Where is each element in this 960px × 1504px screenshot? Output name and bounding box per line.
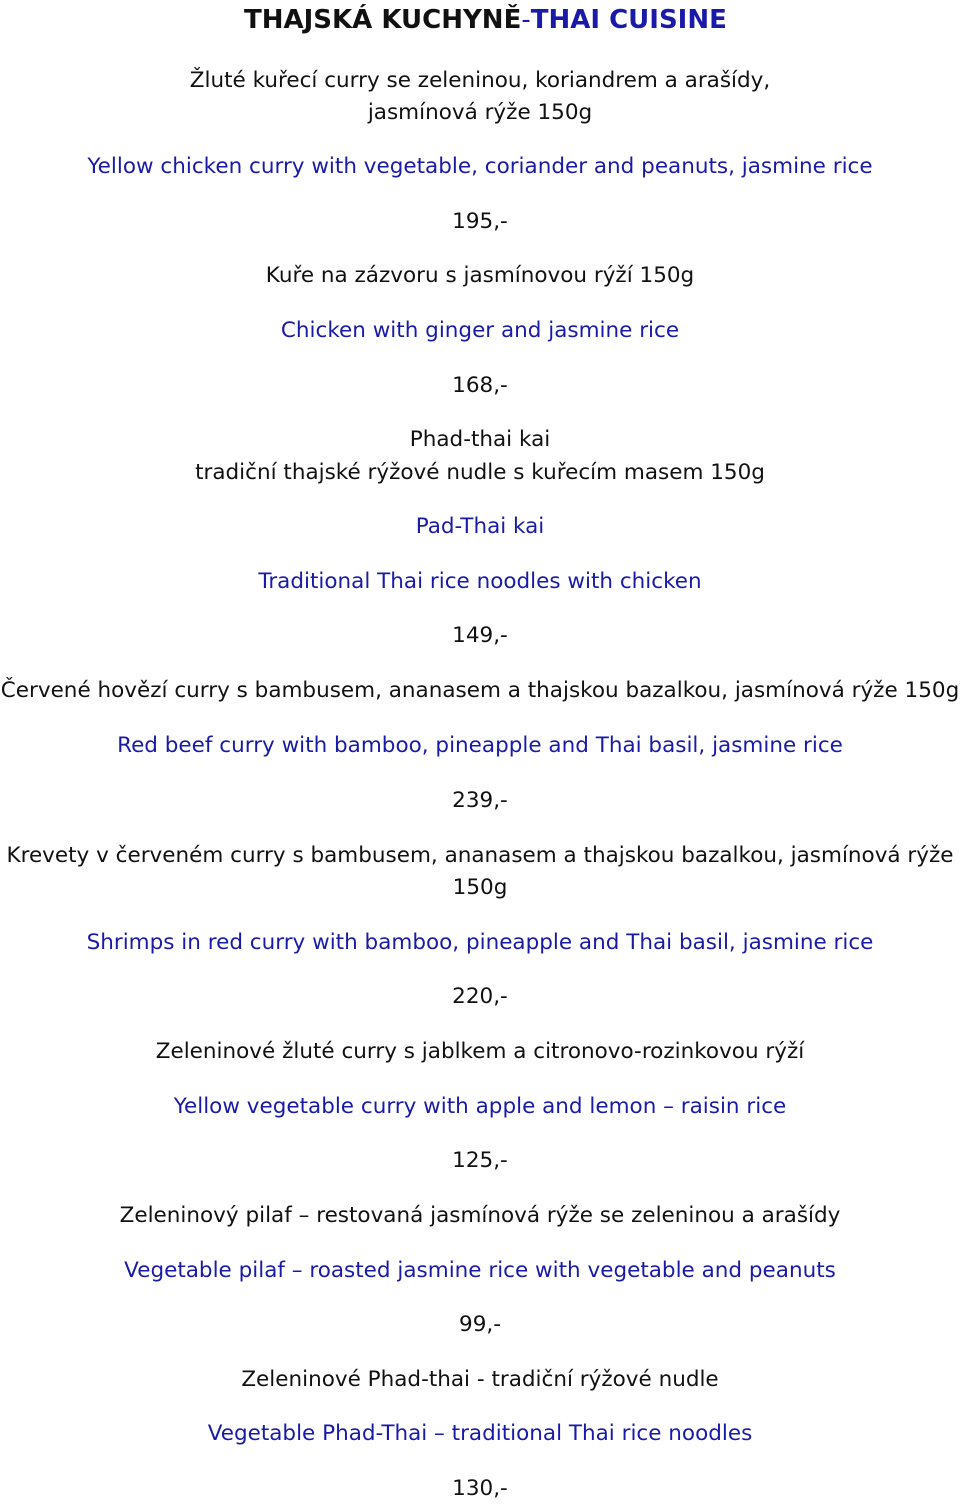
dish-1-czech-line-1: Žluté kuřecí curry se zeleninou, koriandrem a arašídy,: [189, 68, 771, 93]
dish-6-english: Yellow vegetable curry with apple and lemon – raisin rice: [173, 1094, 787, 1119]
dish-4-english: Red beef curry with bamboo, pineapple and Thai basil, jasmine rice: [117, 733, 843, 758]
dish-3-english-line-2: Traditional Thai rice noodles with chicken: [258, 569, 702, 594]
dish-5-czech-line-1: Krevety v červeném curry s bambusem, ananasem a thajskou bazalkou, jasmínová rýže: [6, 843, 954, 868]
dish-3-czech-line-1: Phad-thai kai: [409, 427, 551, 452]
dish-8-english: Vegetable Phad-Thai – traditional Thai rice noodles: [207, 1421, 753, 1446]
menu-title: [244, 3, 727, 37]
dish-5-czech-line-2: 150g: [452, 875, 508, 900]
dish-5-price: 220,-: [452, 984, 508, 1009]
dish-1-price: 195,-: [452, 209, 508, 234]
dish-4-price: 239,-: [452, 788, 508, 813]
dish-2-price: 168,-: [452, 373, 508, 398]
dish-1-czech-line-2: jasmínová rýže 150g: [367, 100, 593, 125]
menu-title-czech: THAJSKÁ KUCHYNĚ: [244, 5, 522, 35]
dish-8-czech: Zeleninové Phad-thai - tradiční rýžové nudle: [241, 1367, 719, 1392]
dish-3-czech-line-2: tradiční thajské rýžové nudle s kuřecím masem 150g: [195, 460, 765, 485]
dish-1-english: Yellow chicken curry with vegetable, coriander and peanuts, jasmine rice: [87, 154, 873, 179]
menu-title-separator: -: [521, 5, 531, 35]
dish-2-english: Chicken with ginger and jasmine rice: [280, 318, 680, 343]
dish-5-english: Shrimps in red curry with bamboo, pineapple and Thai basil, jasmine rice: [86, 930, 874, 955]
menu-title-english: THAI CUISINE: [530, 5, 727, 35]
dish-6-czech: Zeleninové žluté curry s jablkem a citronovo-rozinkovou rýží: [155, 1039, 805, 1064]
dish-8-price: 130,-: [452, 1476, 508, 1501]
dish-7-price: 99,-: [459, 1312, 501, 1337]
dish-4-czech: Červené hovězí curry s bambusem, ananasem a thajskou bazalkou, jasmínová rýže 150g: [0, 678, 960, 703]
dish-7-czech: Zeleninový pilaf – restovaná jasmínová rýže se zeleninou a arašídy: [119, 1203, 841, 1228]
dish-3-english-line-1: Pad-Thai kai: [415, 514, 545, 539]
dish-2-czech: Kuře na zázvoru s jasmínovou rýží 150g: [265, 263, 695, 288]
dish-7-english: Vegetable pilaf – roasted jasmine rice with vegetable and peanuts: [124, 1258, 836, 1283]
dish-3-price: 149,-: [452, 623, 508, 648]
dish-6-price: 125,-: [452, 1148, 508, 1173]
